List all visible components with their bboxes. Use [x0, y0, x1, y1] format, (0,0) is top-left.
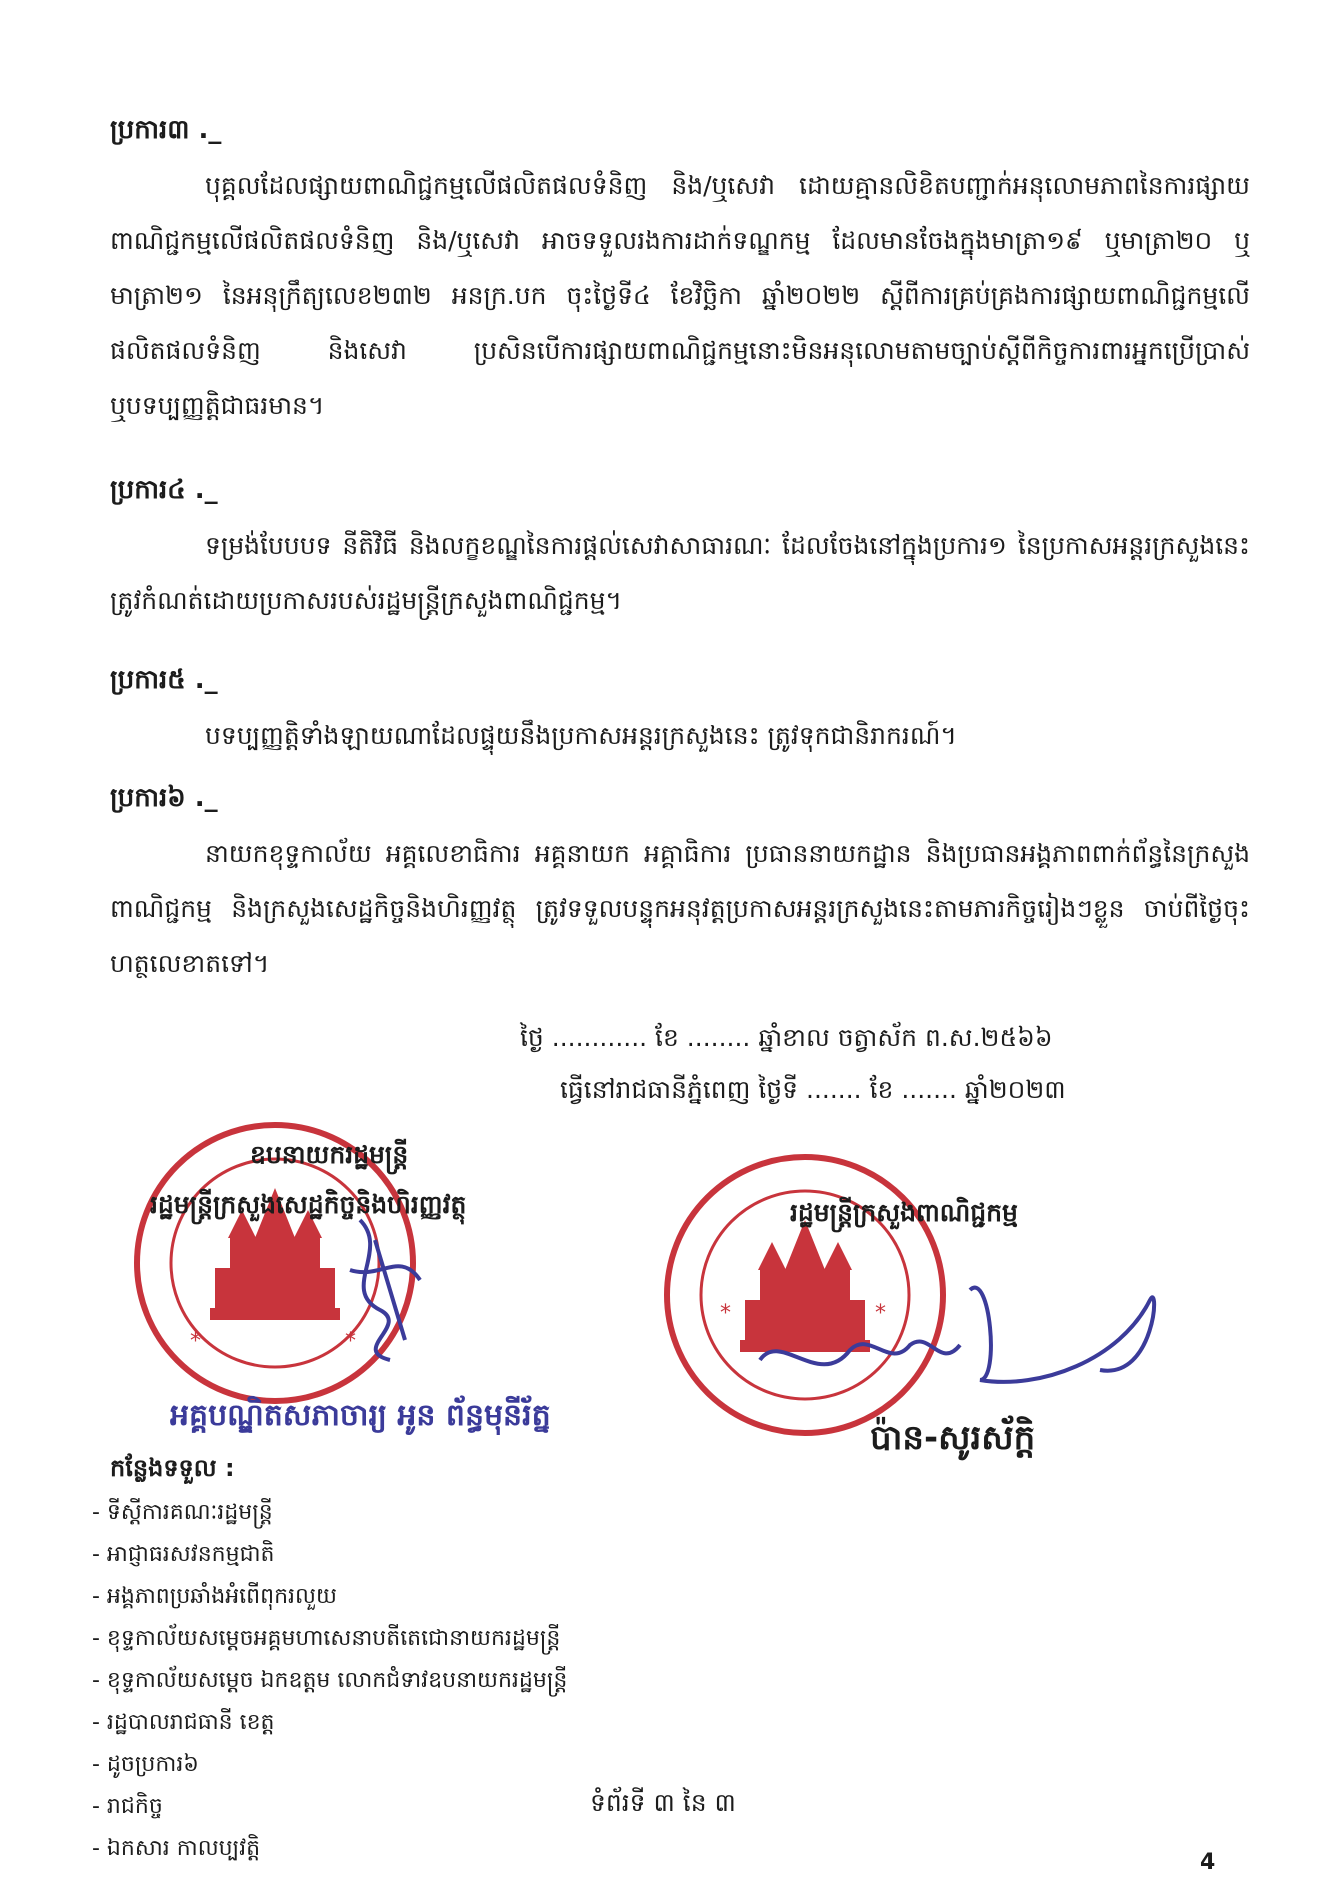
- right-signatory-name: ប៉ាន-សូរស័ក្តិ: [870, 1418, 1036, 1458]
- recipient-item: - រដ្ឋបាលរាជធានី ខេត្ត: [92, 1710, 275, 1735]
- article-3-heading: ប្រការ៣ ._: [110, 115, 222, 145]
- left-signatory-title-1: ឧបនាយករដ្ឋមន្ត្រី: [250, 1140, 409, 1169]
- signature-left: [320, 1210, 440, 1374]
- right-signatory-title: រដ្ឋមន្ត្រីក្រសួងពាណិជ្ជកម្ម: [790, 1198, 1018, 1227]
- recipient-item: - ឯកសារ កាលប្បវត្តិ: [92, 1836, 261, 1861]
- article-3: [110, 110, 1250, 433]
- article-4: [110, 470, 1250, 628]
- article-4-body: ទម្រង់បែបបទ នីតិវិធី និងលក្ខខណ្ឌនៃការផ្តល់សេវាសាធារណៈ ដែលចែងនៅក្នុងប្រការ១ នៃប្រកាសអន្តរក្រសួងនេះ ត្រូវកំណត់ដោយប្រកាសរបស់រដ្ឋមន្ត្រីក្រសួងពាណិជ្ជកម្ម។: [110, 531, 1250, 615]
- article-6-body: នាយកខុទ្ទកាល័យ អគ្គលេខាធិការ អគ្គនាយក អគ្គាធិការ ប្រធាននាយកដ្ឋាន និងប្រធានអង្គភាពពាក់ព័ន្ធនៃក្រសួងពាណិជ្ជកម្ម និងក្រសួងសេដ្ឋកិច្ចនិងហិរញ្ញវត្ថុ ត្រូវទទួលបន្ទុកអនុវត្តប្រកាសអន្តរក្រសួងនេះតាមភារកិច្ចរៀងៗខ្លួន ចាប់ពីថ្ងៃចុះហត្ថលេខាតទៅ។: [110, 839, 1250, 978]
- recipient-item: - ដូចប្រការ៦: [92, 1752, 199, 1777]
- recipient-item: - អង្គភាពប្រឆាំងអំពើពុករលួយ: [92, 1584, 337, 1609]
- left-signatory-name: អគ្គបណ្ឌិតសភាចារ្យ អូន ព័ន្ធមុនីរ័ត្ន: [170, 1398, 551, 1433]
- left-signatory-title-2: រដ្ឋមន្ត្រីក្រសួងសេដ្ឋកិច្ចនិងហិរញ្ញវត្ថុ: [150, 1190, 467, 1219]
- article-6-heading: ប្រការ៦ ._: [110, 783, 218, 813]
- recipient-item: - អាជ្ញាធរសវនកម្មជាតិ: [92, 1542, 275, 1567]
- recipient-item: - ខុទ្ទកាល័យសម្តេចអគ្គមហាសេនាបតីតេជោនាយករដ្ឋមន្ត្រី: [92, 1626, 561, 1651]
- article-3-body: បុគ្គលដែលផ្សាយពាណិជ្ជកម្មលើផលិតផលទំនិញ និង/ឬសេវា ដោយគ្មានលិខិតបញ្ជាក់អនុលោមភាពនៃការផ្សាយពាណិជ្ជកម្មលើផលិតផលទំនិញ និង/ឬសេវា អាចទទួលរងការដាក់ទណ្ឌកម្ម ដែលមានចែងក្នុងមាត្រា១៩ ឬមាត្រា២០ ឬមាត្រា២១ នៃអនុក្រឹត្យលេខ២៣២ អនក្រ.បក ចុះថ្ងៃទី៤ ខែវិច្ឆិកា ឆ្នាំ២០២២ ស្តីពីការគ្រប់គ្រងការផ្សាយពាណិជ្ជកម្មលើផលិតផលទំនិញ និងសេវា ប្រសិនបើការផ្សាយពាណិជ្ជកម្មនោះមិនអនុលោមតាមច្បាប់ស្តីពីកិច្ចការពារអ្នកប្រើប្រាស់ ឬបទប្បញ្ញត្តិជាធរមាន។: [110, 171, 1250, 420]
- svg-text:*: *: [720, 1301, 731, 1326]
- lunar-date-line: ថ្ងៃ ............ ខែ ........ ឆ្នាំខាល ចត្វាស័ក ព.ស.២៥៦៦: [520, 1023, 1053, 1052]
- svg-text:*: *: [345, 1329, 356, 1354]
- recipient-item: - ខុទ្ទកាល័យសម្តេច ឯកឧត្តម លោកជំទាវឧបនាយករដ្ឋមន្ត្រី: [92, 1668, 568, 1693]
- corner-initial-mark: 4: [1200, 1850, 1216, 1875]
- page-number: ទំព័រទី ៣ នៃ ៣: [590, 1788, 736, 1817]
- article-6: [110, 778, 1250, 991]
- article-5-heading: ប្រការ៥ ._: [110, 665, 218, 695]
- recipients-heading: កន្លែងទទួល :: [110, 1454, 235, 1482]
- article-5: [110, 660, 1250, 763]
- solar-date-line: ធ្វើនៅរាជធានីភ្នំពេញ ថ្ងៃទី ....... ខែ ....... ឆ្នាំ២០២៣: [560, 1075, 1066, 1104]
- svg-text:*: *: [875, 1301, 886, 1326]
- recipients-list: [92, 1448, 652, 1870]
- recipient-item: - រាជកិច្ច: [92, 1794, 163, 1819]
- article-5-body: បទប្បញ្ញត្តិទាំងឡាយណាដែលផ្ទុយនឹងប្រកាសអន្តរក្រសួងនេះ ត្រូវទុកជានិរាករណ៍។: [205, 721, 957, 750]
- recipient-item: - ទីស្តីការគណៈរដ្ឋមន្ត្រី: [92, 1500, 273, 1525]
- svg-text:*: *: [190, 1329, 201, 1354]
- article-4-heading: ប្រការ៤ ._: [110, 475, 218, 505]
- signature-right: [740, 1250, 1180, 1414]
